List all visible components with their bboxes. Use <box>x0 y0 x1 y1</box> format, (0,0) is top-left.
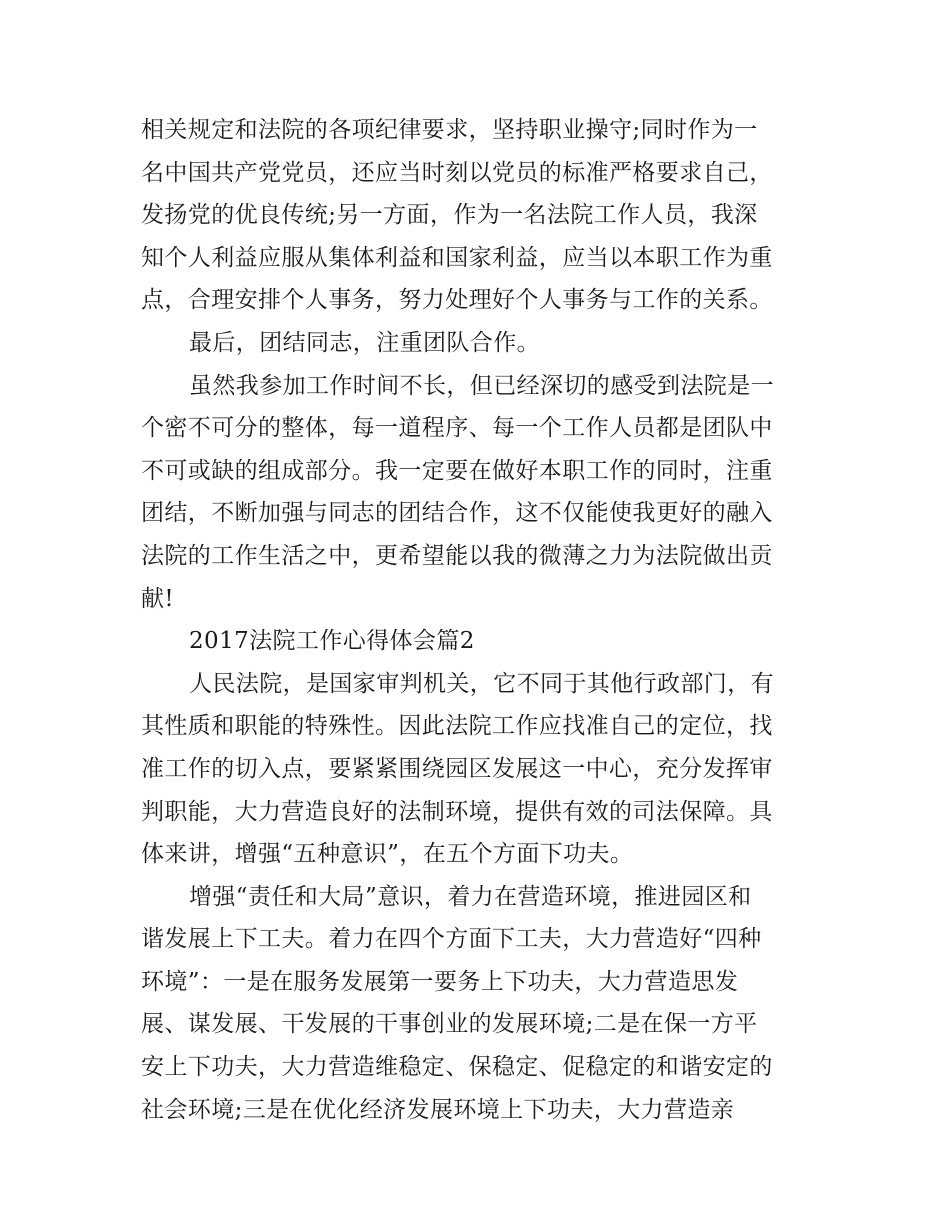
text-line: 判职能，大力营造良好的法制环境，提供有效的司法保障。具 <box>141 798 773 825</box>
text-line: 最后，团结同志，注重团队合作。 <box>189 329 540 356</box>
text-line: 2017法院工作心得体会篇2 <box>189 628 475 655</box>
text-line: 相关规定和法院的各项纪律要求，坚持职业操守;同时作为一 <box>141 117 758 143</box>
text-line: 名中国共产党党员，还应当时刻以党员的标准严格要求自己， <box>141 159 773 186</box>
text-line: 团结，不断加强与同志的团结合作，这不仅能使我更好的融入 <box>141 500 773 527</box>
text-line: 环境”：一是在服务发展第一要务上下功夫，大力营造思发 <box>141 968 739 995</box>
text-line: 个密不可分的整体，每一道程序、每一个工作人员都是团队中 <box>141 415 773 442</box>
text-line: 法院的工作生活之中，更希望能以我的微薄之力为法院做出贡 <box>141 542 773 569</box>
document-body <box>141 109 813 1131</box>
text-line: 展、谋发展、干发展的干事创业的发展环境;二是在保一方平 <box>141 1011 758 1038</box>
text-line: 体来讲，增强“五种意识”，在五个方面下功夫。 <box>141 841 634 868</box>
text-line: 社会环境;三是在优化经济发展环境上下功夫，大力营造亲 <box>141 1096 735 1123</box>
text-line: 献! <box>141 585 175 612</box>
text-line: 谐发展上下工夫。着力在四个方面下工夫，大力营造好“四种 <box>141 926 762 953</box>
text-line: 发扬党的优良传统;另一方面，作为一名法院工作人员，我深 <box>141 202 758 229</box>
text-line: 虽然我参加工作时间不长，但已经深切的感受到法院是一 <box>189 372 774 399</box>
text-line: 知个人利益应服从集体利益和国家利益，应当以本职工作为重 <box>141 244 773 271</box>
text-line: 其性质和职能的特殊性。因此法院工作应找准自己的定位，找 <box>141 713 773 740</box>
text-line: 增强“责任和大局”意识，着力在营造环境，推进园区和 <box>189 883 752 910</box>
text-line: 安上下功夫，大力营造维稳定、保稳定、促稳定的和谐安定的 <box>141 1054 773 1081</box>
text-line: 点，合理安排个人事务，努力处理好个人事务与工作的关系。 <box>141 287 773 314</box>
text-line: 准工作的切入点，要紧紧围绕园区发展这一中心，充分发挥审 <box>141 755 773 782</box>
text-line: 不可或缺的组成部分。我一定要在做好本职工作的同时，注重 <box>141 457 773 484</box>
text-line: 人民法院，是国家审判机关，它不同于其他行政部门，有 <box>189 670 774 697</box>
